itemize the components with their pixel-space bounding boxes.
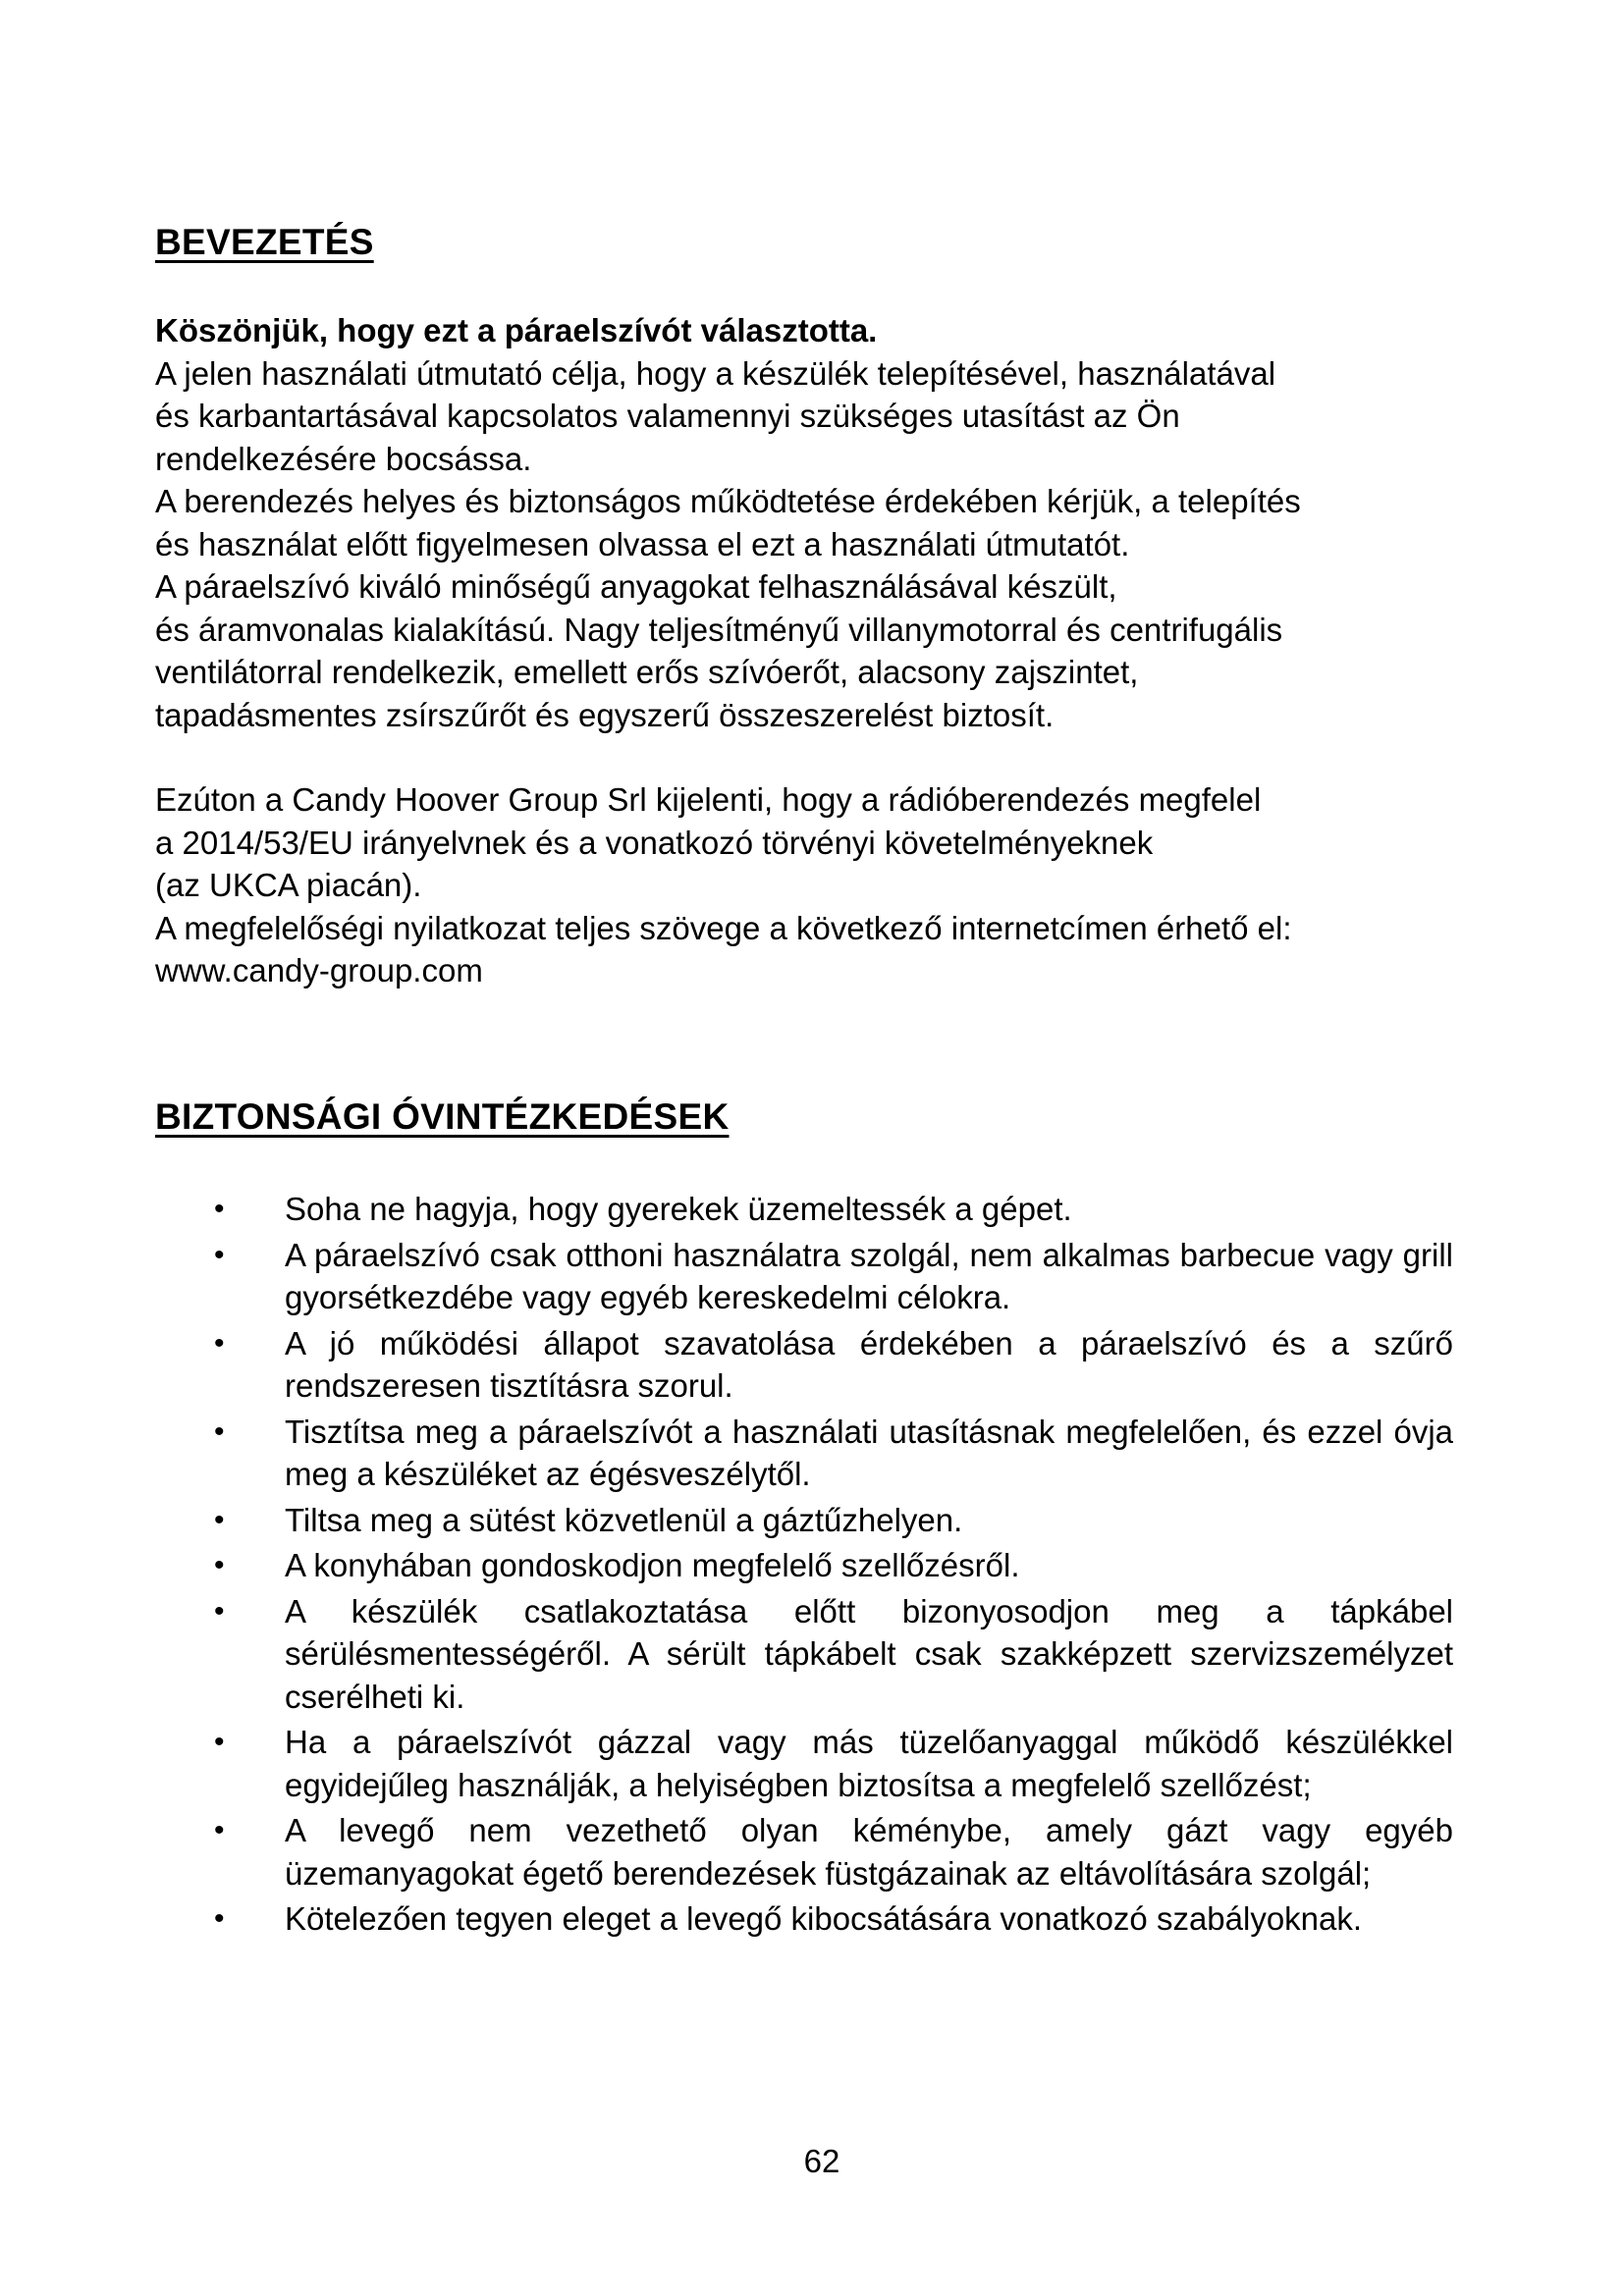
- list-item-text: A készülék csatlakoztatása előtt bizonyosodjon meg a tápkábel sérülésmentességéről. A sérült tápkábelt csak szakképzett szervizszemélyzet cserélheti ki.: [285, 1592, 1453, 1715]
- bullet-icon: •: [214, 1415, 225, 1448]
- bullet-icon: •: [214, 1503, 225, 1536]
- declaration-line: A megfelelőségi nyilatkozat teljes szövege a következő internetcímen érhető el:: [155, 909, 1292, 946]
- declaration-line: (az UKCA piacán).: [155, 867, 422, 903]
- list-item: [155, 1322, 1453, 1408]
- safety-list: [155, 1188, 1453, 1944]
- list-item-text: A páraelszívó csak otthoni használatra szolgál, nem alkalmas barbecue vagy grill gyorsétkezdébe vagy egyéb kereskedelmi célokra.: [285, 1236, 1453, 1315]
- intro-line: A jelen használati útmutató célja, hogy a készülék telepítésével, használatával: [155, 354, 1276, 392]
- list-item-text: Ha a páraelszívót gázzal vagy más tüzelőanyaggal működő készülékkel egyidejűleg használják, a helyiségben biztosítsa a megfelelő szellőzést;: [285, 1724, 1453, 1803]
- bullet-icon: •: [214, 1814, 225, 1846]
- list-item: [155, 1897, 1453, 1941]
- list-item: [155, 1809, 1453, 1895]
- safety-heading: BIZTONSÁGI ÓVINTÉZKEDÉSEK: [155, 1096, 730, 1137]
- intro-heading: BEVEZETÉS: [155, 222, 374, 262]
- list-item: [155, 1411, 1453, 1496]
- list-item: [155, 1234, 1453, 1319]
- bullet-icon: •: [214, 1594, 225, 1628]
- intro-line: és karbantartásával kapcsolatos valamennyi szükséges utasítást az Ön: [155, 398, 1180, 434]
- list-item: [155, 1499, 1453, 1542]
- declaration-url: www.candy-group.com: [155, 952, 483, 988]
- declaration-line: Ezúton a Candy Hoover Group Srl kijelenti, hogy a rádióberendezés megfelel: [155, 781, 1262, 818]
- intro-thanks: Köszönjük, hogy ezt a páraelszívót választotta.: [155, 312, 878, 348]
- intro-line: A páraelszívó kiváló minőségű anyagokat felhasználásával készült,: [155, 568, 1117, 605]
- bullet-icon: •: [214, 1193, 225, 1225]
- bullet-icon: •: [214, 1902, 225, 1935]
- intro-line: és áramvonalas kialakítású. Nagy teljesítményű villanymotorral és centrifugális: [155, 611, 1283, 648]
- intro-line: A berendezés helyes és biztonságos működtetése érdekében kérjük, a telepítés: [155, 483, 1301, 519]
- list-item: [155, 1590, 1453, 1719]
- intro-line: és használat előtt figyelmesen olvassa el ezt a használati útmutatót.: [155, 525, 1130, 562]
- intro-line: rendelkezésére bocsássa.: [155, 440, 532, 477]
- list-item-text: A jó működési állapot szavatolása érdekében a páraelszívó és a szűrő rendszeresen tisztításra szorul.: [285, 1324, 1453, 1404]
- list-item: [155, 1721, 1453, 1806]
- list-item-text: A levegő nem vezethető olyan kéménybe, amely gázt vagy egyéb üzemanyagokat égető berendezések füstgázainak az eltávolítására szolgál;: [285, 1812, 1453, 1892]
- intro-section: [155, 309, 1471, 992]
- list-item-text: Tisztítsa meg a páraelszívót a használati utasításnak megfelelően, és ezzel óvja meg a készüléket az égésveszélytől.: [285, 1413, 1453, 1492]
- bullet-icon: •: [214, 1238, 225, 1271]
- list-item-text: A konyhában gondoskodjon megfelelő szellőzésről.: [285, 1547, 1020, 1583]
- page-number: 62: [803, 2143, 840, 2179]
- list-item: [155, 1188, 1453, 1231]
- intro-line: ventilátorral rendelkezik, emellett erős szívóerőt, alacsony zajszintet,: [155, 654, 1139, 690]
- declaration-line: a 2014/53/EU irányelvnek és a vonatkozó törvényi követelményeknek: [155, 824, 1154, 861]
- list-item-text: Soha ne hagyja, hogy gyerekek üzemeltessék a gépet.: [285, 1191, 1072, 1227]
- list-item-text: Tiltsa meg a sütést közvetlenül a gáztűzhelyen.: [285, 1501, 963, 1538]
- intro-line: tapadásmentes zsírszűrőt és egyszerű összeszerelést biztosít.: [155, 696, 1055, 733]
- list-item: [155, 1544, 1453, 1587]
- list-item-text: Kötelezően tegyen eleget a levegő kibocsátására vonatkozó szabályoknak.: [285, 1900, 1363, 1937]
- bullet-icon: •: [214, 1726, 225, 1758]
- bullet-icon: •: [214, 1549, 225, 1581]
- bullet-icon: •: [214, 1326, 225, 1360]
